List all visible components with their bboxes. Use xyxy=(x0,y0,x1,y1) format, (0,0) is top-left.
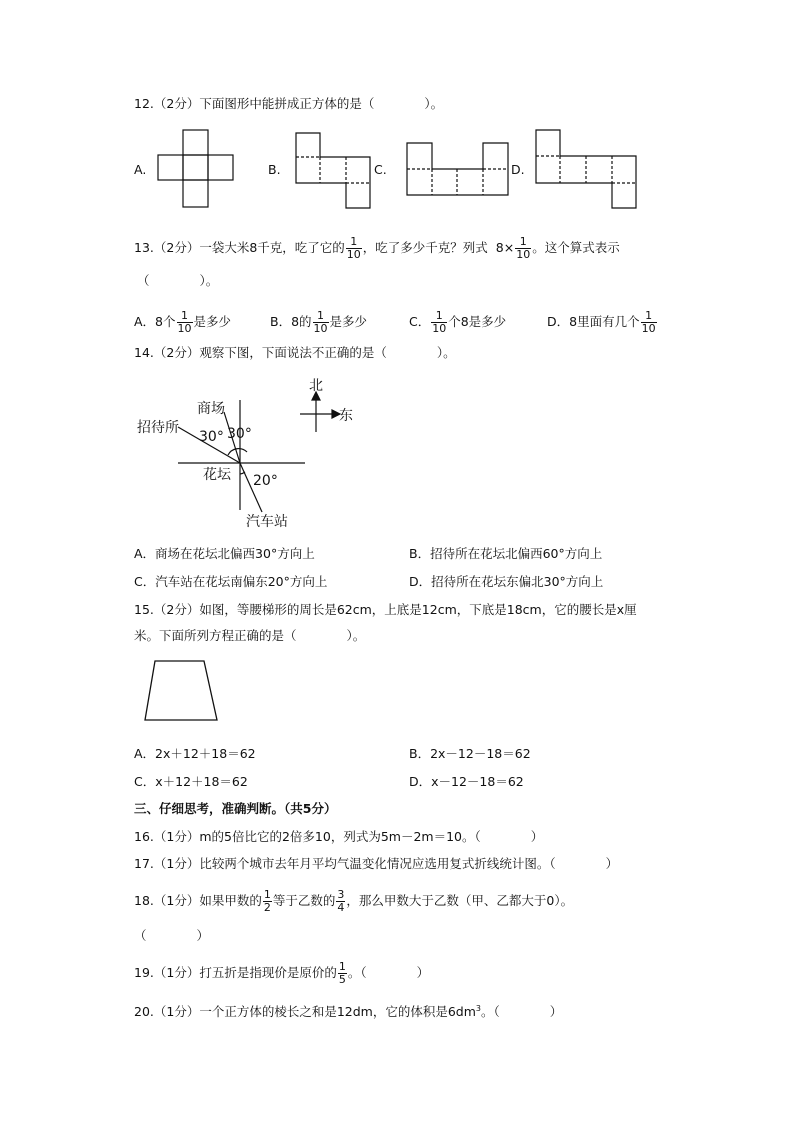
question-14-stem: 14.（2分）观察下图，下面说法不正确的是（ ）。 xyxy=(134,345,456,360)
guesthouse-label: 招待所 xyxy=(137,420,179,436)
net-figure-b xyxy=(296,133,370,208)
compass-icon xyxy=(300,392,340,432)
net-figure-d xyxy=(536,130,636,208)
question-18: 18.（1分）如果甲数的 $\frac{1}{2}$ 等于乙数的 $\frac{3}{4}$ ，那么甲数大于乙数（甲、乙都大于0）。 xyxy=(134,888,574,914)
fraction-one-half: $\frac{1}{2}$ xyxy=(263,888,271,914)
net-figure-c xyxy=(407,143,508,195)
question-15-stem: 15.（2分）如图，等腰梯形的周长是62cm，上底是12cm，下底是18cm，它的腰长是x厘 xyxy=(134,602,637,617)
question-15-stem-line2: 米。下面所列方程正确的是（ ）。 xyxy=(134,628,366,643)
fraction-one-tenth: $\frac{1}{10}$ xyxy=(516,235,531,261)
q14-option-b[interactable]: B．招待所在花坛北偏西60°方向上 xyxy=(409,546,603,561)
q14-option-c[interactable]: C．汽车站在花坛南偏东20°方向上 xyxy=(134,574,328,589)
angle-label-left: 30° xyxy=(199,429,224,445)
question-20: 20.（1分）一个正方体的棱长之和是12dm，它的体积是$6dm^3$。（ ） xyxy=(134,1004,563,1020)
q13-option-a[interactable]: A．8个 $\frac{1}{10}$ 是多少 xyxy=(134,309,232,335)
net-figure-a xyxy=(158,130,233,207)
q12-option-c-label[interactable]: C. xyxy=(374,162,387,177)
fraction-three-quarters: $\frac{3}{4}$ xyxy=(337,888,345,914)
question-19: 19.（1分）打五折是指现价是原价的 $\frac{1}{5}$ 。（ ） xyxy=(134,960,430,986)
q15-option-c[interactable]: C．x＋12＋18＝62 xyxy=(134,774,248,789)
q14-option-a[interactable]: A．商场在花坛北偏西30°方向上 xyxy=(134,546,315,561)
question-18-answer-bracket[interactable]: （ ） xyxy=(134,928,210,943)
question-17: 17.（1分）比较两个城市去年月平均气温变化情况应选用复式折线统计图。（ ） xyxy=(134,856,619,871)
q13-option-d[interactable]: D．8里面有几个 $\frac{1}{10}$ xyxy=(547,309,656,335)
q12-option-a-label[interactable]: A. xyxy=(134,162,147,177)
q12-option-b-label[interactable]: B. xyxy=(268,162,281,177)
mall-label: 商场 xyxy=(197,401,225,417)
angle-label-right: 30° xyxy=(227,426,252,442)
angle-label-bottom: 20° xyxy=(253,473,278,489)
q15-option-d[interactable]: D．x－12－18＝62 xyxy=(409,774,524,789)
compass-east-label: 东 xyxy=(339,408,353,424)
q15-option-b[interactable]: B．2x－12－18＝62 xyxy=(409,746,531,761)
trapezoid-figure xyxy=(145,661,217,720)
question-13-stem: 13.（2分）一袋大米8千克，吃了它的 $\frac{1}{10}$ ，吃了多少千克？列式 8× $\frac{1}{10}$ 。这个算式表示 xyxy=(134,235,620,261)
section-3-heading: 三、仔细思考，准确判断。（共5分） xyxy=(134,801,337,816)
fraction-one-tenth: $\frac{1}{10}$ xyxy=(346,235,361,261)
flowerbed-label: 花坛 xyxy=(203,467,231,483)
q15-option-a[interactable]: A．2x＋12＋18＝62 xyxy=(134,746,256,761)
q12-option-d-label[interactable]: D. xyxy=(511,162,525,177)
question-12-stem: 12.（2分）下面图形中能拼成正方体的是（ ）。 xyxy=(134,96,444,111)
question-16: 16.（1分）m的5倍比它的2倍多10，列式为5m－2m＝10。（ ） xyxy=(134,829,544,844)
station-label: 汽车站 xyxy=(246,514,288,530)
q13-option-b[interactable]: B．8的 $\frac{1}{10}$ 是多少 xyxy=(270,309,368,335)
q13-option-c[interactable]: C． $\frac{1}{10}$ 个8是多少 xyxy=(409,309,507,335)
question-13-stem-line2: （ ）。 xyxy=(137,273,219,288)
fraction-one-fifth: $\frac{1}{5}$ xyxy=(338,960,346,986)
q14-option-d[interactable]: D．招待所在花坛东偏北30°方向上 xyxy=(409,574,604,589)
compass-north-label: 北 xyxy=(309,378,323,394)
